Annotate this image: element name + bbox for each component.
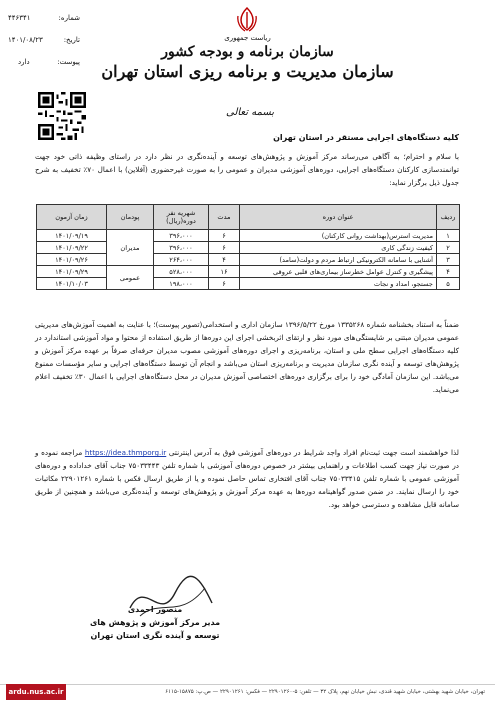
col-exam: زمان آزمون	[37, 205, 107, 230]
table-row	[37, 242, 460, 254]
table-row	[37, 278, 460, 290]
cell-duration: ۶	[209, 278, 240, 290]
watermark: ardu.nus.ac.ir	[6, 684, 66, 700]
signature-block	[80, 605, 230, 640]
qr-code-icon	[38, 92, 86, 140]
col-row: ردیف	[437, 205, 460, 230]
col-fee: شهریه نفر دوره(ریال)	[154, 205, 209, 230]
cell-fee: ۵۲۸،۰۰۰	[154, 266, 209, 278]
meta-attachment-value: دارد	[18, 58, 30, 66]
cell-duration: ۱۶	[209, 266, 240, 278]
presidency-label: ریاست جمهوری	[224, 34, 271, 42]
emblem-icon	[232, 6, 262, 34]
cell-duration: ۴	[209, 254, 240, 266]
meta-number	[8, 14, 80, 26]
cell-exam: ۱۴۰۱/۰۹/۲۲	[37, 242, 107, 254]
cell-row: ۱	[437, 230, 460, 242]
cell-row: ۴	[437, 266, 460, 278]
registration-link[interactable]: https://idea.thmporg.ir	[84, 448, 167, 457]
cell-row: ۵	[437, 278, 460, 290]
meta-date-value: ۱۴۰۱/۰۸/۲۳	[8, 36, 43, 44]
cell-track: عمومی	[107, 266, 154, 290]
org-name-line1: سازمان برنامه و بودجه کشور	[161, 44, 334, 60]
meta-number-label: شماره:	[58, 14, 80, 22]
meta-date	[8, 36, 80, 48]
org-name-line2: سازمان مدیریت و برنامه ریزی استان تهران	[101, 62, 394, 81]
cell-title: پیشگیری و کنترل عوامل خطرساز بیماری‌های قلبی عروقی	[240, 266, 437, 278]
letter-subject: کلیه دستگاه‌های اجرایی مستقر در استان تهران	[273, 133, 459, 142]
signatory-title-2: توسعه و آینده نگری استان تهران	[90, 631, 220, 640]
meta-attachment	[8, 58, 80, 70]
body-paragraph-3-pre: لذا خواهشمند است جهت ثبت‌نام افراد واجد شرایط در دوره‌های آموزشی فوق به آدرس اینترنتی	[168, 448, 459, 457]
body-paragraph-3	[35, 446, 459, 511]
cell-fee: ۳۹۶،۰۰۰	[154, 242, 209, 254]
cell-duration: ۶	[209, 242, 240, 254]
table-header-row	[37, 205, 460, 230]
table-row	[37, 230, 460, 242]
col-duration: مدت	[209, 205, 240, 230]
body-paragraph-2: ضمناً به استناد بخشنامه شماره ۱۳۳۵۲۶۸ مورخ ۱۳۹۶/۵/۲۲ سازمان اداری و استخدامی(تصویر پیوست)؛ با عنایت به اهمیت آموزش‌های مدیریتی عمومی مدیران مبتنی بر شایستگی‌های مورد نظر و ارتقای اثربخشی اجرای این دوره‌ها از طریق استفاده از محتوا و مواد آموزشی استاندارد در کلیه دستگاه‌های اجرایی سطح ملی و استان، برنامه‌ریزی و اجرای دوره‌های آموزشی مصوب مدیران حرفه‌ای صرفاً بر عهده مرکز آموزش و پژوهش‌های توسعه و آینده نگری سازمان مدیریت و برنامه‌ریزی استان می‌باشد و انجام آن توسط دستگاه‌های اجرایی و سایر مؤسسات ممنوع می‌باشد. این سازمان آمادگی خود را برای برگزاری دوره‌های اختصاصی آموزش مدیران در محل دستگاه‌های اجرایی با اعمال ۳۰٪ تخفیف اعلام می‌نماید.	[35, 320, 459, 394]
cell-title: مدیریت استرس(بهداشت روانی کارکنان)	[240, 230, 437, 242]
meta-number-value: ۴۴۶۳۴۱	[8, 14, 31, 22]
col-title: عنوان دوره	[240, 205, 437, 230]
cell-fee: ۲۶۴،۰۰۰	[154, 254, 209, 266]
cell-row: ۳	[437, 254, 460, 266]
cell-track: مدیران	[107, 230, 154, 266]
intro-paragraph: با سلام و احترام؛ به آگاهی می‌رساند مرکز آموزش و پژوهش‌های توسعه و آینده‌نگری در نظر دارد در راستای وظیفه ذاتی خود جهت توانمندسازی کارکنان دستگاه‌های اجرایی، دوره‌های آموزشی مدیران و عمومی را به صورت غیرحضوری (آفلاین) با اعمال ۷۰٪ تخفیف به شرح جدول ذیل برگزار نماید:	[35, 152, 459, 187]
courses-table	[36, 204, 460, 290]
cell-duration: ۶	[209, 230, 240, 242]
cell-row: ۲	[437, 242, 460, 254]
cell-exam: ۱۴۰۱/۰۹/۲۶	[37, 254, 107, 266]
signatory-title-1: مدیر مرکز آموزش و پژوهش های	[89, 618, 221, 627]
footer-address	[0, 684, 495, 701]
meta-date-label: تاریخ:	[63, 36, 80, 44]
col-track: پودمان	[107, 205, 154, 230]
basmala: بسمه تعالی	[226, 107, 275, 118]
cell-fee: ۱۹۸،۰۰۰	[154, 278, 209, 290]
letter-meta	[8, 14, 80, 76]
cell-exam: ۱۴۰۱/۱۰/۰۳	[37, 278, 107, 290]
signatory-name: منصور احمدی	[127, 605, 183, 614]
cell-fee: ۳۹۶،۰۰۰	[154, 230, 209, 242]
table-row	[37, 266, 460, 278]
footer-text: تهران، خیابان شهید بهشتی، خیابان شهید قندی، نبش خیابان نهم، پلاک ۳۲ — تلفن: ۵-۲۲۹۰۱۲۶۰ — فکس: ۲۲۹۰۱۲۶۱ — ص.پ: ۱۵۸۷۵-۶۱۱۵	[165, 689, 485, 695]
meta-attachment-label: پیوست:	[57, 58, 80, 66]
cell-title: جستجو، امداد و نجات	[240, 278, 437, 290]
cell-title: کیفیت زندگی کاری	[240, 242, 437, 254]
cell-exam: ۱۴۰۱/۰۹/۱۹	[37, 230, 107, 242]
cell-title: آشنایی با سامانه الکترونیکی ارتباط مردم و دولت(سامد)	[240, 254, 437, 266]
cell-exam: ۱۴۰۱/۰۹/۲۹	[37, 266, 107, 278]
table-row	[37, 254, 460, 266]
body-paragraph-3-post: مراجعه نموده و در صورت نیاز جهت کسب اطلاعات و راهنمایی بیشتر در خصوص دوره‌های آموزشی با شماره تلفن ۷۵۰۳۳۴۴۳ جناب آقای خداداده و دوره‌های آموزشی عمومی با شماره تلفن ۷۵۰۳۳۴۱۵ جناب آقای افتخاری تماس حاصل نموده و یا از طریق ارسال فکس با شماره ۲۲۹۰۱۲۶۱ مکاتبات خود را ارسال نمایند. در ضمن صدور گواهینامه دوره‌ها به عهده مرکز آموزش و پژوهش‌های توسعه و آینده‌نگری می‌باشد و همچنین از طریق سامانه قابل مشاهده و دسترسی خواهد بود.	[35, 448, 460, 509]
